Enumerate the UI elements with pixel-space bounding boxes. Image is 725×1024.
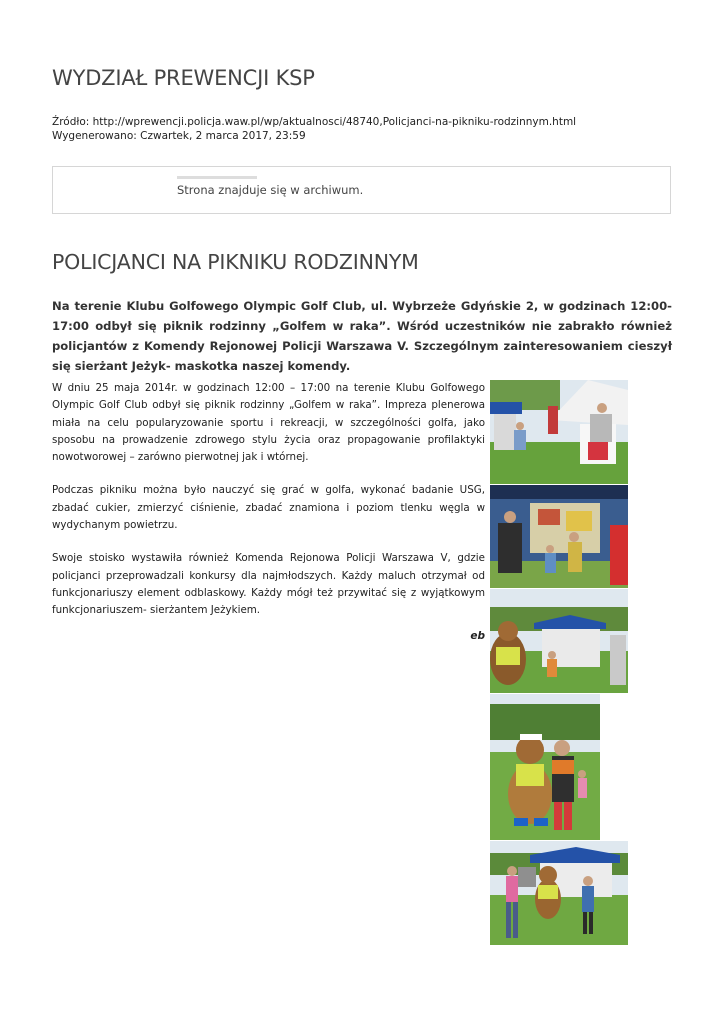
article-paragraph-3: Swoje stoisko wystawiła również Komenda Rejonowa Policji Warszawa V, gdzie policjanci przeprowadzali konkursy dla najmłodszych. Każdy maluch otrzymał od funkcjonariuszy element odblaskowy. Każdy mógł też przywitać się z wyjątkowym funkcjonariuszem- sierżantem Jeżykiem. [52,552,485,617]
author-signature: eb [470,630,485,642]
document-meta [52,115,576,143]
generated-date: Wygenerowano: Czwartek, 2 marca 2017, 23:59 [52,130,306,142]
source-url[interactable]: Źródło: http://wprewencji.policja.waw.pl/wp/aktualnosci/48740,Policjanci-na-pikniku-rodzinnym.html [52,116,577,128]
article-title: POLICJANCI NA PIKNIKU RODZINNYM [52,250,419,274]
photo-children-mascot[interactable] [490,841,628,945]
article-paragraph-2: Podczas pikniku można było nauczyć się grać w golfa, wykonać badanie USG, zbadać cukier, zmierzyć ciśnienie, zbadać znamiona i poziom tlenku węgla w wydychanym powietrzu. [52,484,485,532]
photo-booth-tent[interactable] [490,380,628,484]
article-paragraph-1: W dniu 25 maja 2014r. w godzinach 12:00 – 17:00 na terenie Klubu Golfowego Olympic Golf Club odbył się piknik rodzinny „Golfem w raka”. Impreza plenerowa miała na celu popularyzowanie sportu i rekreacji, w szczególności golfa, jako sposobu na prowadzenie zdrowego stylu życia oraz propagowanie profilaktyki nowotworowej – zarówno pierwotnej jak i wtórnej. [52,382,485,464]
photo-stand-interior[interactable] [490,485,628,588]
site-title: WYDZIAŁ PREWENCJI KSP [52,66,315,90]
article-lead: Na terenie Klubu Golfowego Olympic Golf Club, ul. Wybrzeże Gdyńskie 2, w godzinach 12:00-17:00 odbył się piknik rodzinny „Golfem w raka”. Wśród uczestników nie zabrakło również policjantów z Komendy Rejonowej Policji Warszawa V. Szczególnym zainteresowaniem cieszył się sierżant Jeżyk- maskotka naszej komendy. [52,299,672,373]
archive-notice-box [52,166,671,214]
archive-notice-bar [177,176,257,179]
article-body [52,380,485,636]
photo-mascot-officer[interactable] [490,694,600,840]
photo-mascot-tent[interactable] [490,589,628,693]
archive-notice-text: Strona znajduje się w archiwum. [177,183,364,197]
